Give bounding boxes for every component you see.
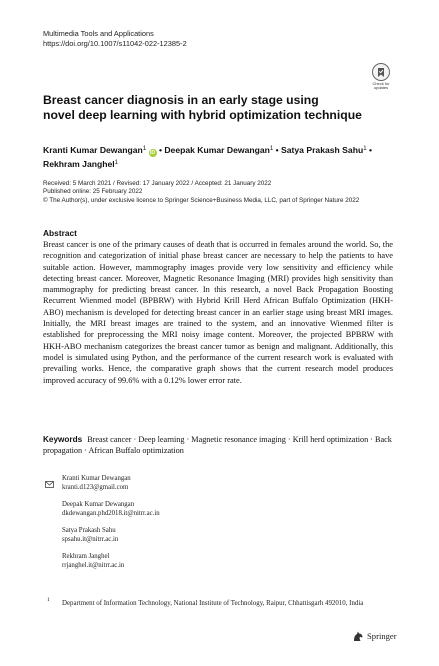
orcid-icon[interactable]: iD: [150, 150, 156, 156]
doi-link[interactable]: https://doi.org/10.1007/s11042-022-12385-2: [43, 39, 187, 48]
contact-entry: [62, 552, 362, 570]
contact-entry: [62, 474, 362, 492]
check-for-updates-badge[interactable]: [369, 63, 393, 91]
affiliation-ref: 1: [363, 146, 367, 152]
contact-name: Rekhram Janghel: [62, 553, 110, 560]
affiliation-ref: 1: [269, 146, 274, 152]
publisher-name: Springer: [367, 631, 397, 641]
author-name[interactable]: Satya Prakash Sahu: [281, 145, 364, 155]
author-name[interactable]: Deepak Kumar Dewangan: [164, 145, 270, 155]
abstract-text: Breast cancer is one of the primary causes of death that is occurred in females around the world. So, the recognition and categorization of initial phase breast cancer are necessary to help the patients to have suitable action. However, mammography images provide very low sensitivity and efficiency while detecting breast cancer. Moreover, Magnetic Resonance Imaging (MRI) provides high sensitivity than mammography for predicting breast cancer. In this research, a novel Back Propagation Boosting Recurrent Wienmed model (BPBRW) with Hybrid Krill Herd African Buffalo Optimization (HKH-ABO) mechanism is developed for detecting breast cancer in an earlier stage using breast MRI images. Initially, the MRI breast images are trained to the system, and an innovative Wienmed filter is established for preprocessing the MRI noisy image content. Moreover, the projected BPBRW with HKH-ABO mechanism categorizes the breast cancer tumor as benign and malignant. Additionally, this model is simulated using Python, and the performance of the current research work is evaluated with prevailing works. Hence, the comparative graph shows that the current research model produces improved accuracy of 99.6% with a 0.12% lower error rate.: [43, 240, 393, 385]
author-list: [43, 143, 393, 170]
affiliation-ref: 1: [142, 146, 147, 152]
contact-name: Kranti Kumar Dewangan: [62, 475, 131, 482]
author-separator: •: [158, 145, 162, 155]
contact-email[interactable]: spsahu.it@nitrr.ac.in: [62, 536, 119, 543]
contact-email[interactable]: rrjanghel.it@nitrr.ac.in: [62, 562, 125, 569]
affiliation-ref: 1: [114, 160, 118, 166]
contact-entry: [62, 500, 362, 518]
badge-label: Check for updates: [372, 81, 390, 91]
envelope-icon: [45, 475, 54, 482]
contact-email[interactable]: kranti.d123@gmail.com: [62, 484, 129, 491]
springer-logo: [352, 629, 397, 643]
abstract-heading: Abstract: [43, 228, 77, 238]
bookmark-icon: [372, 63, 390, 81]
affiliation-number: 1: [47, 597, 50, 603]
affiliation-text: Department of Information Technology, National Institute of Technology, Raipur, Chhattisgarh 492010, India: [62, 600, 364, 607]
keywords-list: Breast cancer · Deep learning · Magnetic resonance imaging · Krill herd optimization · Back propagation · African Buffalo optimization: [43, 435, 392, 455]
author-separator: •: [368, 145, 372, 155]
copyright-notice: © The Author(s), under exclusive licence to Springer Science+Business Media, LLC, part of Springer Nature 2022: [43, 196, 360, 204]
author-separator: •: [275, 145, 279, 155]
author-name[interactable]: Kranti Kumar Dewangan: [43, 145, 143, 155]
paper-title: Breast cancer diagnosis in an early stage using novel deep learning with hybrid optimization technique: [43, 93, 362, 122]
contact-list: [62, 474, 362, 578]
author-name[interactable]: Rekhram Janghel: [43, 159, 115, 169]
contact-name: Satya Prakash Sahu: [62, 527, 116, 534]
keywords-section: [43, 434, 393, 456]
contact-name: Deepak Kumar Dewangan: [62, 501, 135, 508]
journal-header: [43, 29, 187, 49]
contact-email[interactable]: dkdewangan.phd2018.it@nitrr.ac.in: [62, 510, 160, 517]
springer-horse-icon: [352, 630, 364, 642]
publication-dates: [43, 180, 403, 205]
published-online: Published online: 25 February 2022: [43, 188, 143, 196]
journal-name: Multimedia Tools and Applications: [43, 29, 154, 38]
received-revised-accepted: Received: 5 March 2021 / Revised: 17 January 2022 / Accepted: 21 January 2022: [43, 180, 272, 187]
contact-entry: [62, 526, 362, 544]
keywords-heading: Keywords: [43, 435, 83, 444]
